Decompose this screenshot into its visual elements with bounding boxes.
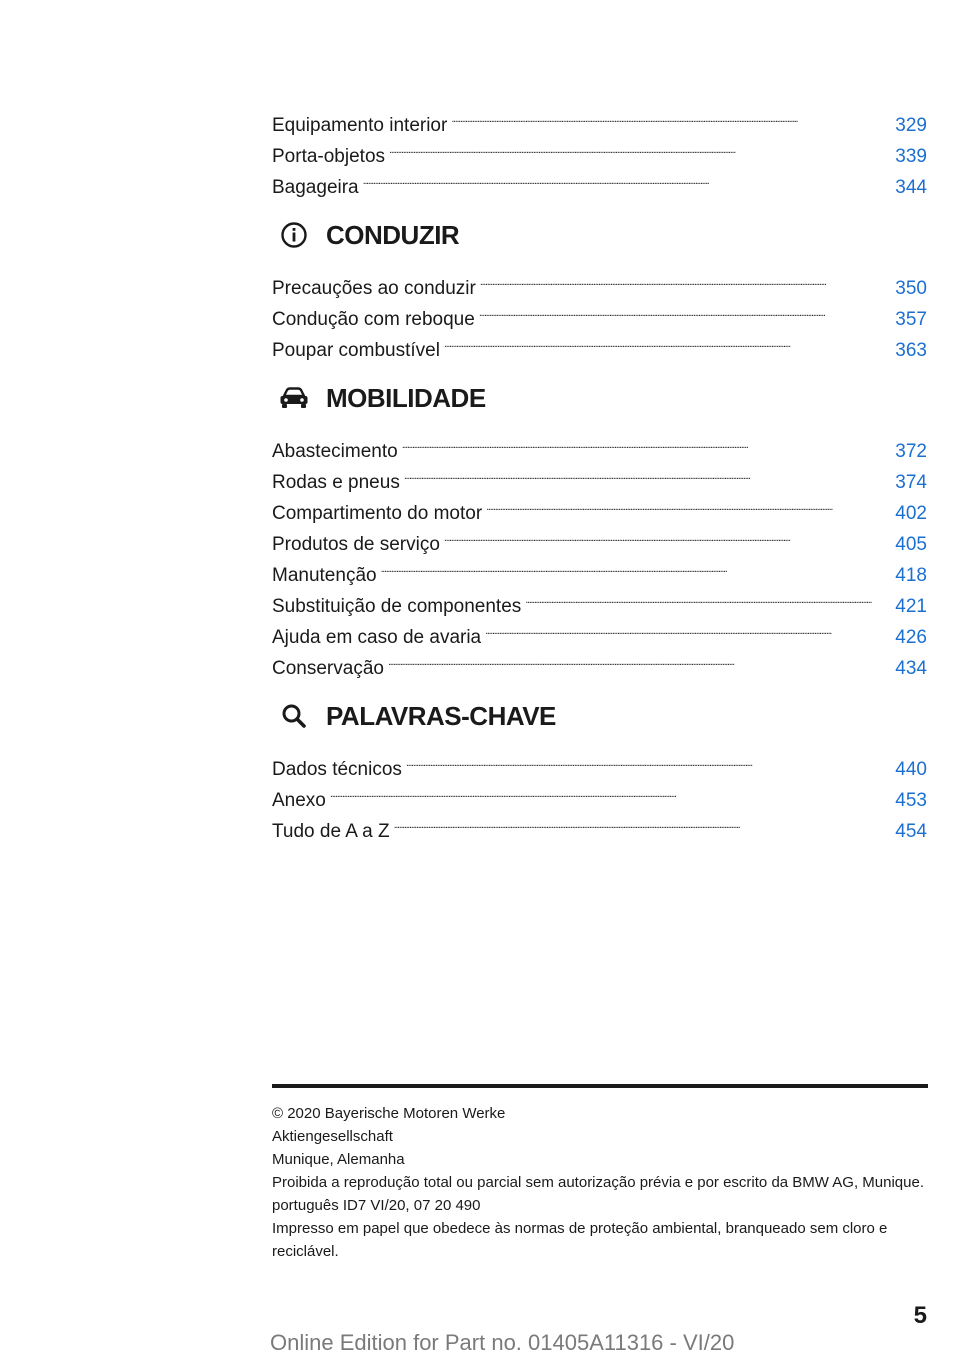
toc-entry-title: Tudo de A a Z bbox=[272, 821, 390, 842]
toc-entry-page[interactable]: 374 bbox=[895, 472, 927, 493]
toc-entry-title: Bagageira bbox=[272, 177, 359, 198]
footer-watermark: Online Edition for Part no. 01405A11316 - VI/20 bbox=[270, 1330, 735, 1355]
toc-entry-title: Dados técnicos bbox=[272, 759, 402, 780]
dot-leader bbox=[388, 643, 881, 674]
toc-entry-dados-tecnicos[interactable] bbox=[272, 744, 927, 780]
toc-entry-title: Anexo bbox=[272, 790, 326, 811]
toc-entry-title: Rodas e pneus bbox=[272, 472, 400, 493]
dot-leader bbox=[486, 488, 881, 519]
section-title: PALAVRAS-CHAVE bbox=[326, 700, 556, 731]
toc-entry-page[interactable]: 405 bbox=[895, 534, 927, 555]
toc-entry-title: Conservação bbox=[272, 658, 384, 679]
dot-leader bbox=[330, 775, 881, 806]
toc-entry-page[interactable]: 372 bbox=[895, 441, 927, 462]
toc-entry-tudo-a-z[interactable] bbox=[272, 806, 927, 842]
dot-leader bbox=[402, 426, 881, 457]
dot-leader bbox=[444, 519, 881, 550]
dot-leader bbox=[444, 325, 881, 356]
section-header-palavras-chave bbox=[272, 696, 927, 736]
legal-paper: Impresso em papel que obedece às normas de proteção ambiental, branqueado sem cloro e reciclável. bbox=[272, 1220, 888, 1260]
toc-entry-title: Condução com reboque bbox=[272, 309, 475, 330]
dot-leader bbox=[480, 263, 881, 294]
dot-leader bbox=[485, 612, 881, 643]
toc-entry-title: Ajuda em caso de avaria bbox=[272, 627, 482, 648]
section-title: MOBILIDADE bbox=[326, 382, 486, 413]
legal-reproduction: Proibida a reprodução total ou parcial sem autorização prévia e por escrito da BMW AG, Munique. bbox=[272, 1174, 925, 1191]
toc-entry-title: Substituição de componentes bbox=[272, 596, 522, 617]
toc-entry-title: Produtos de serviço bbox=[272, 534, 440, 555]
toc-entry-anexo[interactable] bbox=[272, 775, 927, 811]
car-icon bbox=[274, 378, 314, 418]
footer-divider bbox=[272, 1084, 928, 1088]
toc-entry-page[interactable]: 440 bbox=[895, 759, 927, 780]
toc-entry-page[interactable]: 421 bbox=[895, 596, 927, 617]
toc-entry-title: Abastecimento bbox=[272, 441, 398, 462]
toc-entry-page[interactable]: 339 bbox=[895, 146, 927, 167]
toc-entry-page[interactable]: 402 bbox=[895, 503, 927, 524]
toc-entry-page[interactable]: 453 bbox=[895, 790, 927, 811]
dot-leader bbox=[394, 806, 881, 837]
dot-leader bbox=[404, 457, 881, 488]
toc-entry-page[interactable]: 344 bbox=[895, 177, 927, 198]
dot-leader bbox=[389, 131, 881, 162]
toc-entry-page[interactable]: 363 bbox=[895, 340, 927, 361]
toc-entry-title: Poupar combustível bbox=[272, 340, 440, 361]
section-header-conduzir bbox=[272, 215, 927, 255]
section-header-mobilidade bbox=[272, 378, 927, 418]
toc-entry-equipamento-interior[interactable] bbox=[272, 100, 927, 136]
dot-leader bbox=[406, 744, 881, 775]
legal-company: Aktiengesellschaft bbox=[272, 1128, 393, 1145]
toc-entry-page[interactable]: 329 bbox=[895, 115, 927, 136]
toc-entry-abastecimento[interactable] bbox=[272, 426, 927, 462]
toc-entry-page[interactable]: 426 bbox=[895, 627, 927, 648]
legal-copyright: © 2020 Bayerische Motoren Werke bbox=[272, 1105, 506, 1122]
toc-entry-precaucoes[interactable] bbox=[272, 263, 927, 299]
toc-entry-page[interactable]: 434 bbox=[895, 658, 927, 679]
toc-entry-title: Porta-objetos bbox=[272, 146, 386, 167]
legal-location: Munique, Alemanha bbox=[272, 1151, 405, 1168]
info-circle-icon bbox=[274, 215, 314, 255]
section-title: CONDUZIR bbox=[326, 219, 460, 250]
toc-entry-title: Precauções ao conduzir bbox=[272, 278, 476, 299]
legal-notice bbox=[272, 1102, 928, 1263]
table-of-contents bbox=[272, 100, 927, 842]
dot-leader bbox=[451, 100, 881, 131]
toc-entry-title: Manutenção bbox=[272, 565, 377, 586]
toc-entry-bagageira[interactable] bbox=[272, 162, 927, 198]
legal-edition: português ID7 VI/20, 07 20 490 bbox=[272, 1197, 481, 1214]
toc-entry-page[interactable]: 350 bbox=[895, 278, 927, 299]
toc-entry-page[interactable]: 454 bbox=[895, 821, 927, 842]
dot-leader bbox=[479, 294, 881, 325]
dot-leader bbox=[525, 581, 881, 612]
dot-leader bbox=[381, 550, 881, 581]
search-icon bbox=[274, 696, 314, 736]
dot-leader bbox=[363, 162, 881, 193]
toc-entry-title: Compartimento do motor bbox=[272, 503, 483, 524]
toc-entry-page[interactable]: 357 bbox=[895, 309, 927, 330]
page-number: 5 bbox=[913, 1302, 927, 1329]
toc-entry-page[interactable]: 418 bbox=[895, 565, 927, 586]
toc-entry-title: Equipamento interior bbox=[272, 115, 448, 136]
